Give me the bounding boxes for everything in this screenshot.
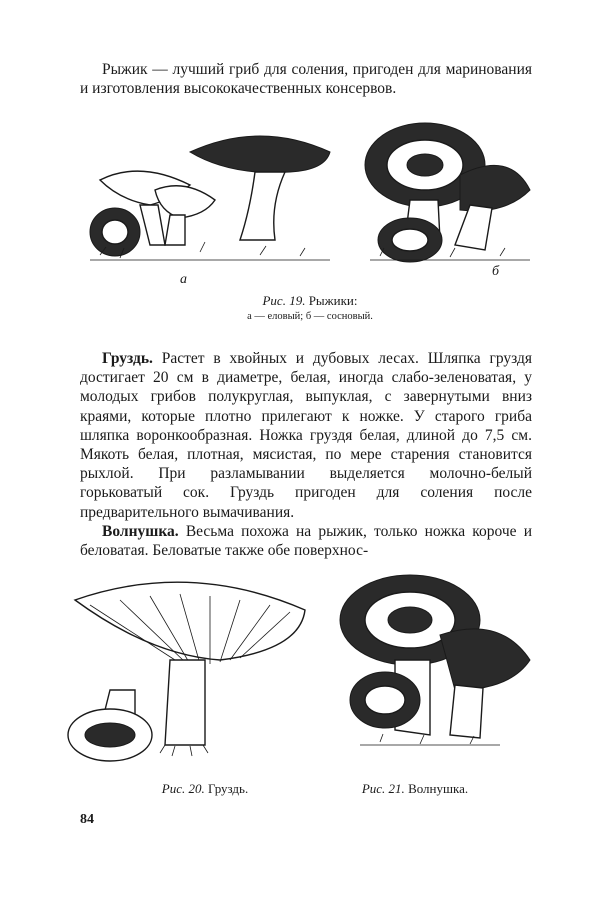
figure-21-caption-prefix: Рис. 21. [361, 781, 405, 796]
volnushka-heading: Волнушка. [102, 522, 179, 540]
figure-19-caption-title: Рыжики: [308, 293, 358, 308]
figure-20-caption-prefix: Рис. 20. [161, 781, 205, 796]
figure-19-caption [200, 293, 420, 322]
svg-text:б: б [492, 264, 500, 279]
intro-paragraph: Рыжик — лучший гриб для соления, пригоден для маринования и изготовления высококачественных консервов. [80, 61, 532, 98]
figure-20-caption-title: Груздь. [208, 781, 249, 796]
gruzd-heading: Груздь. [102, 350, 153, 367]
gruzd-text: Растет в хвойных и дубовых лесах. Шляпка груздя достигает 20 см в диаметре, белая, иногда слабо-зеленоватая, у молодых грибов полукруглая, выпуклая, с завернутыми вниз краями, которые плотно прилегают к ножке. У старого гриба шляпка воронкообразная. Ножка груздя белая, длиной до 7,5 см. Мякоть белая, плотная, мясистая, по мере старения становится рыхлой. При разламывании выделяется молочно-белый горьковатый сок. Груздь пригоден для соления после предварительного вымачивания. [80, 350, 532, 521]
figure-21-caption-title: Волнушка. [408, 781, 469, 796]
svg-text:а: а [180, 272, 187, 287]
page-number: 84 [80, 812, 94, 827]
ryzhik-elovy-drawing [90, 136, 330, 287]
gruzd-paragraph [80, 349, 532, 560]
figure-21-caption [330, 781, 500, 797]
ryzhik-sosnovy-drawing [365, 123, 530, 279]
figure-19-caption-prefix: Рис. 19. [262, 293, 306, 308]
figure-20-caption [120, 781, 290, 797]
figure-19-caption-sub: а — еловый; б — сосновый. [247, 311, 373, 322]
volnushka-text: Весьма похожа на рыжик, только ножка короче и беловатая. Беловатые также обе поверхнос- [80, 522, 532, 560]
